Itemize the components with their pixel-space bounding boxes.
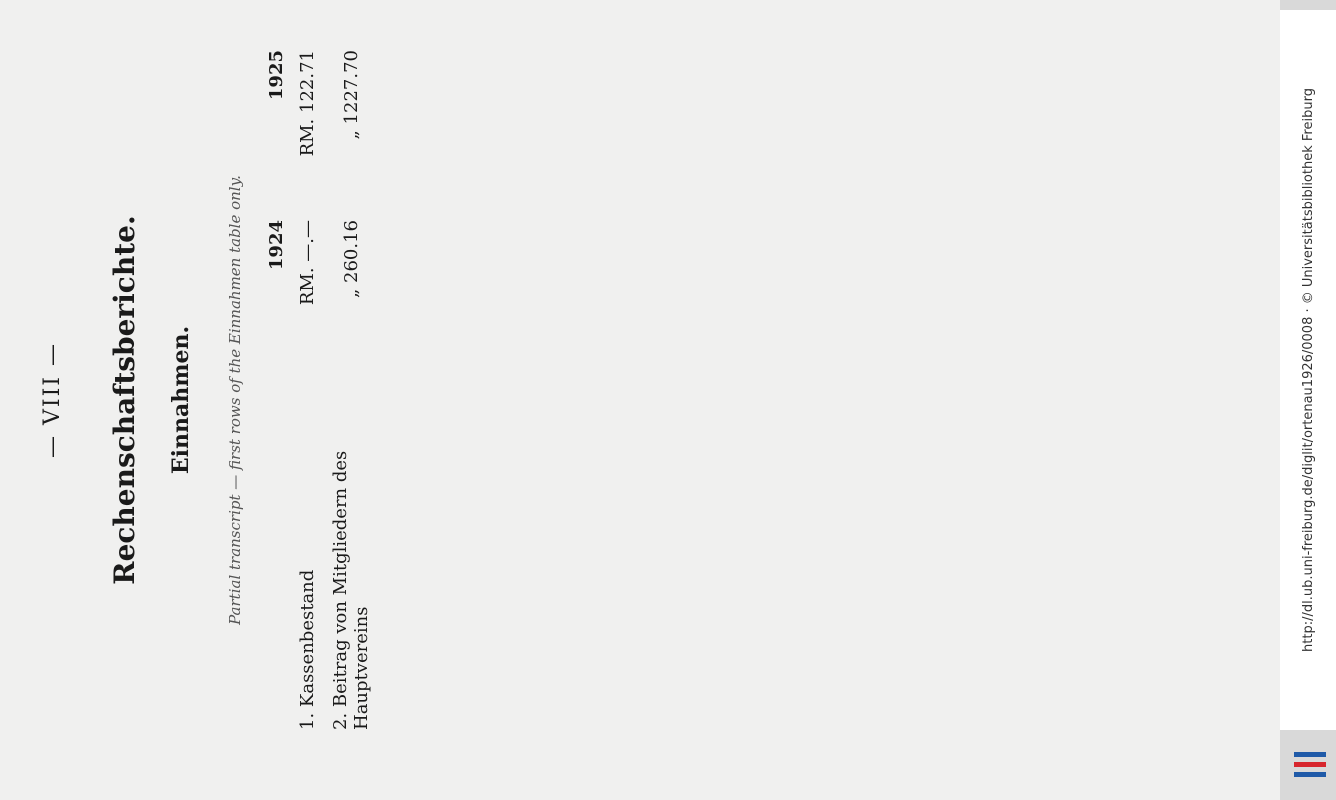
row-value-1925: „ 1227.70 [340,50,362,140]
ub-freiburg-logo-icon [1290,744,1330,784]
table-row [291,40,324,740]
table-row [324,40,378,740]
logo-bar-top [1294,752,1326,757]
column-header-1925: 1925 [266,50,287,101]
row-value-1924: „ 260.16 [340,220,362,299]
row-description: 1. Kassenbestand [297,569,318,730]
column-header-1924: 1924 [266,220,287,271]
column-header-description [262,380,291,740]
row-description: 2. Beitrag von Mitgliedern des Hauptvereins [330,450,372,730]
section-heading-einnahmen: Einnahmen. [168,325,194,475]
source-sidebar [1280,10,1336,730]
logo-bar-bottom [1294,772,1326,777]
document-title: Rechenschaftsberichte. [108,215,141,585]
row-value-1924: RM. —.— [297,220,318,306]
logo-bar-middle [1294,762,1326,767]
page-number: — VIII — [40,342,65,458]
partial-transcript-note: Partial transcript — first rows of the Einnahmen table only. [226,175,244,625]
source-url-and-copyright[interactable]: http://dl.ub.uni-freiburg.de/diglit/ortenau1926/0008 · © Universitätsbibliothek Freiburg [1300,88,1316,652]
income-table-header [262,40,291,740]
row-value-1925: RM. 122.71 [297,50,318,157]
income-table [262,40,378,740]
